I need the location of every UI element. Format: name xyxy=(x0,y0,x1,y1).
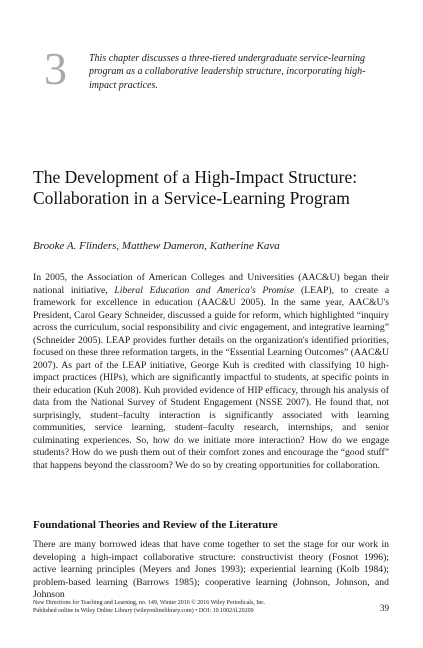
article-title: The Development of a High-Impact Structure: Collaboration in a Service-Learning Program xyxy=(33,167,358,208)
body-text: In 2005, the Association of American Colleges and Universities (AAC&U) began their national initiative, xyxy=(33,272,389,296)
body-paragraph: There are many borrowed ideas that have come together to set the stage for our work in developing a high-impact collaborative structure: constructivist theory (Fosnot 1996); active learning principles (Meyers and Jones 1993); experiential learning (Kolb 1984); problem-based learning (Barrows 1985); cooperative learning (Johnson, Johnson, and Johnson xyxy=(33,539,389,600)
page-number: 39 xyxy=(380,603,389,613)
section-heading: Foundational Theories and Review of the Literature xyxy=(33,519,278,531)
chapter-abstract: This chapter discusses a three-tiered undergraduate service-learning program as a collaborative leadership structure, incorporating high-impact practices. xyxy=(89,53,366,91)
page-footer xyxy=(33,599,389,615)
article-authors: Brooke A. Flinders, Matthew Dameron, Katherine Kava xyxy=(33,240,280,252)
body-italic-text: Liberal Education and America's Promise xyxy=(114,284,295,296)
body-text: (LEAP), to create a framework for excellence in education (AAC&U 2005). In the same year, AAC&U's President, Carol Geary Schneider, discussed a guide for reform, which highlighted “inquiry across the curriculum, social responsibility and civic engagement, and integrative learning” (Schneider 2005). LEAP provides further details on the organization's identified priorities, focused on these three reformation targets, in the “Essential Learning Outcomes” (AAC&U 2007). As part of the LEAP initiative, George Kuh is credited with classifying 10 high-impact practices (HIPs), which are significantly impactful to students, at specific points in their education (Kuh 2008). Kuh provided evidence of HIP efficacy, through his analysis of data from the National Survey of Student Engagement (NSSE 2007). He found that, not surprisingly, student–faculty interaction is significantly associated with learning communities, service learning, student–faculty research, internships, and senior culminating experiences. So, how do we initiate more interaction? How do we engage students? How do we push them out of their comfort zones and encourage the “good stuff” that happens beyond the classroom? We do so by creating opportunities for collaboration. xyxy=(33,284,390,471)
journal-citation: New Directions for Teaching and Learning, no. 149, Winter 2016 © 2016 Wiley Periodicals, Inc. xyxy=(33,600,266,606)
doi-line: Published online in Wiley Online Library (wileyonlinelibrary.com) • DOI: 10.1002/tl.20209 xyxy=(33,608,254,614)
body-paragraph xyxy=(33,272,389,472)
chapter-number: 3 xyxy=(44,43,67,94)
